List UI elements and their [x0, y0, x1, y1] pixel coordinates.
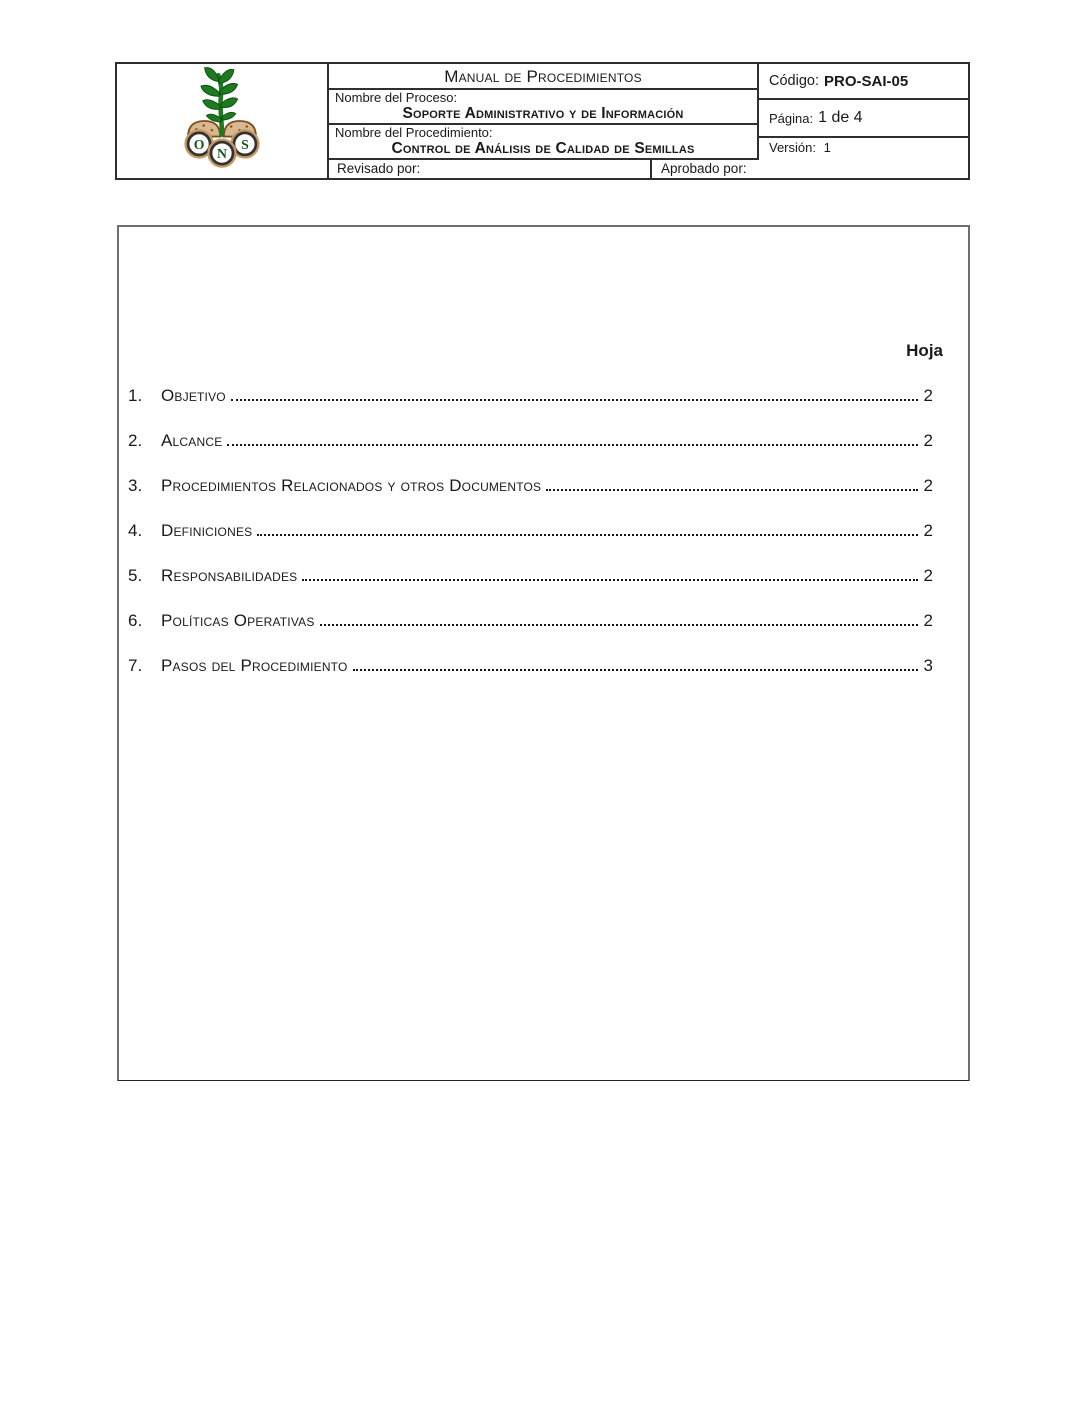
- procedure-name: Control de Análisis de Calidad de Semillas: [391, 140, 695, 157]
- toc-entry-title: Procedimientos Relacionados y otros Documentos: [161, 476, 542, 495]
- procedure-cell: [329, 125, 757, 160]
- logo-cell: [117, 64, 329, 178]
- toc-entry-number: 6.: [128, 611, 143, 630]
- dot-leader: [320, 624, 918, 626]
- process-name: Soporte Administrativo y de Información: [402, 105, 684, 122]
- page-label: Página:: [769, 110, 814, 126]
- toc-entry-number: 2.: [128, 431, 143, 450]
- dot-leader: [546, 489, 917, 491]
- dot-leader: [257, 534, 917, 536]
- toc-entry-politicas-operativas: [128, 611, 933, 630]
- version-cell: [757, 138, 968, 160]
- page-value: 1 de 4: [818, 109, 863, 126]
- toc-entry-page: 2: [923, 476, 933, 495]
- revised-by-cell: [329, 160, 652, 178]
- toc-column-header: Hoja: [906, 341, 943, 360]
- toc-box: [117, 225, 970, 1081]
- version-value: 1: [823, 140, 831, 155]
- toc-entry-number: 7.: [128, 656, 143, 675]
- table-of-contents: [119, 227, 968, 675]
- toc-entry-number: 4.: [128, 521, 143, 540]
- logo-letter-n: N: [217, 146, 227, 162]
- toc-entry-title: Responsabilidades: [161, 566, 298, 585]
- logo-letter-o: O: [193, 136, 205, 152]
- toc-entry-definiciones: [128, 521, 933, 540]
- dot-leader: [231, 399, 918, 401]
- header-table: [115, 62, 970, 180]
- code-label: Código:: [769, 73, 819, 89]
- toc-entry-page: 2: [923, 566, 933, 585]
- approved-by-cell: [652, 160, 968, 178]
- toc-entry-page: 2: [923, 386, 933, 405]
- code-value: PRO-SAI-05: [823, 72, 909, 90]
- toc-entry-title: Definiciones: [161, 521, 253, 540]
- toc-entry-alcance: [128, 431, 933, 450]
- toc-entry-title: Alcance: [161, 431, 223, 450]
- toc-entry-title: Objetivo: [161, 386, 226, 405]
- toc-entry-page: 2: [923, 611, 933, 630]
- toc-entry-number: 3.: [128, 476, 143, 495]
- manual-title: Manual de Procedimientos: [444, 67, 642, 86]
- toc-entry-procedimientos-relacionados: [128, 476, 933, 495]
- procedure-label: Nombre del Procedimiento:: [335, 125, 493, 140]
- toc-entry-page: 2: [923, 521, 933, 540]
- toc-entry-objetivo: [128, 386, 933, 405]
- logo-letter-s: S: [241, 136, 249, 152]
- page-cell: [757, 100, 968, 138]
- process-cell: [329, 90, 757, 125]
- manual-title-cell: [329, 64, 757, 90]
- toc-entry-pasos-del-procedimiento: [128, 656, 933, 675]
- dot-leader: [302, 579, 917, 581]
- toc-entry-page: 2: [923, 431, 933, 450]
- version-label: Versión:: [769, 140, 816, 155]
- process-label: Nombre del Proceso:: [335, 90, 458, 105]
- code-cell: [757, 64, 968, 100]
- toc-entry-number: 5.: [128, 566, 143, 585]
- toc-entry-page: 3: [923, 656, 933, 675]
- dot-leader: [227, 444, 917, 446]
- approved-by-label: Aprobado por:: [661, 161, 747, 176]
- revised-by-label: Revisado por:: [337, 161, 421, 176]
- toc-entry-title: Políticas Operativas: [161, 611, 315, 630]
- toc-entry-title: Pasos del Procedimiento: [161, 656, 348, 675]
- ons-logo-icon: [167, 63, 277, 179]
- toc-entry-number: 1.: [128, 386, 143, 405]
- dot-leader: [353, 669, 918, 671]
- toc-entry-responsabilidades: [128, 566, 933, 585]
